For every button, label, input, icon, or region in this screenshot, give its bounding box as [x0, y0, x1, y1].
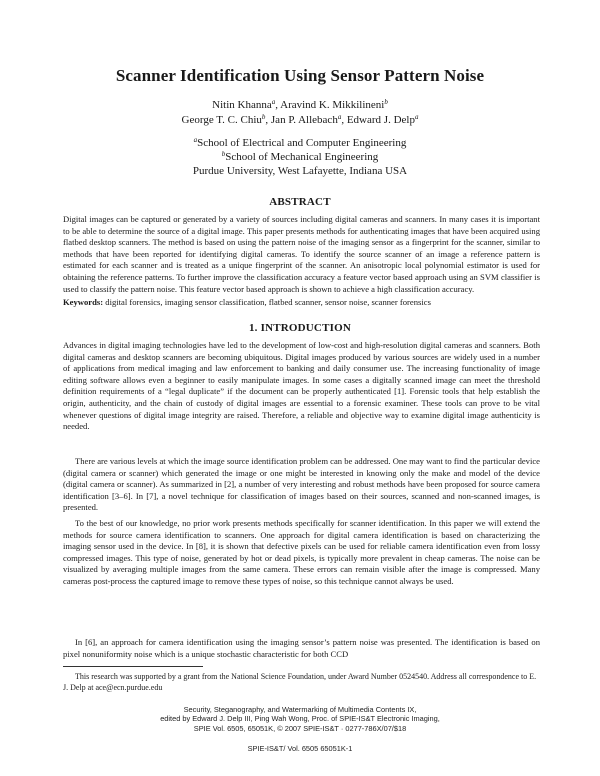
abstract-text: Digital images can be captured or generated by a variety of sources including digital cameras and scanners. In many cases it is important to be able to determine the source of a digital image. This paper presents methods for authenticating images that have been acquired using flatbed desktop scanners. The method is based on using the pattern noise of the imaging sensor as a fingerprint for the scanner, similar to methods that have been reported for identifying digital cameras. To identify the source scanner of an image a reference pattern is estimated for each scanner and is treated as a unique fingerprint of the scanner. An anisotropic local polynomial estimator is used for obtaining the reference patterns. To further improve the classification accuracy a feature vector based approach using an SVM classifier is used to classify the pattern noise. This feature vector based approach is shown to achieve a high classification accuracy.: [63, 214, 540, 294]
author-list: [0, 98, 600, 128]
author-line-1: Nitin Khanna$^a$, Aravind K. Mikkilineni$^b$: [212, 98, 388, 111]
footnote-text: This research was supported by a grant from the National Science Foundation, under Award Number 0524540. Address all correspondence to E. J. Delp at ace@ecn.purdue.edu: [63, 672, 537, 692]
keywords-text: digital forensics, imaging sensor classification, flatbed scanner, sensor noise, scanner forensics: [105, 297, 431, 307]
author-name: Aravind K. Mikkilineni: [280, 99, 385, 111]
affiliation-list: [0, 136, 600, 178]
author-name: Nitin Khanna: [212, 99, 272, 111]
keywords-label: Keywords:: [63, 297, 104, 307]
introduction-heading: 1. INTRODUCTION: [248, 322, 351, 334]
author-name: George T. C. Chiu: [181, 114, 262, 126]
affiliation: $^b$School of Mechanical Engineering: [221, 150, 379, 163]
author-name: Edward J. Delp: [346, 114, 415, 126]
author-affil-mark: b: [384, 98, 388, 106]
intro-paragraph-3: To the best of our knowledge, no prior work presents methods specifically for scanner identification. In this paper we will extend the methods for source camera identification to scanners. One approach for digital camera identification is based on characterizing the imaging sensor used in the device. In [8], it is shown that defective pixels can be used for reliable camera identification even from lossy compressed images. This type of noise, generated by hot or dead pixels, is typically more prevalent in cheap cameras. The noise can be visualized by averaging multiple images from the same camera. These errors can remain visible after the image is compressed. Many cameras post-process the captured image to remove these types of noise, so this technique cannot always be used.: [63, 518, 540, 586]
intro-paragraph-1: Advances in digital imaging technologies have led to the development of low-cost and high-resolution digital cameras and scanners. Both digital cameras and desktop scanners are becoming ubiquitous. Digital images produced by various sources are widely used in a number of applications from medical imaging and law enforcement to banking and daily consumer use. The increasing functionality of image editing software allows even a beginner to easily manipulate images. In some cases a digitally scanned image can meet the threshold definition requirements of a “legal duplicate” if the document can be properly authenticated [1]. Forensic tools that help establish the origin, authenticity, and the chain of custody of digital images are essential to a forensic examiner. These tools can prove to be vital whenever questions of digital image integrity are raised. Therefore, a reliable and objective way to examine digital image authenticity is needed.: [63, 340, 540, 432]
footnote-rule: [63, 666, 203, 667]
publication-info: [0, 705, 600, 733]
abstract-heading: ABSTRACT: [269, 196, 331, 208]
intro-paragraph-4: In [6], an approach for camera identification using the imaging sensor’s pattern noise was presented. The identification is based on pixel nonuniformity noise which is a unique stochastic characteristic for both CCD: [63, 637, 540, 659]
author-affil-mark: b: [261, 113, 266, 121]
affiliation: $^a$School of Electrical and Computer Engineering: [193, 136, 407, 149]
publication-line: SPIE Vol. 6505, 65051K, © 2007 SPIE-IS&T · 0277-786X/07/$18: [193, 723, 407, 733]
affiliation-mark: b: [221, 150, 226, 158]
publication-line: Security, Steganography, and Watermarking of Multimedia Contents IX,: [183, 705, 417, 714]
affiliation-mark: a: [193, 136, 198, 144]
page-identifier: SPIE-IS&T/ Vol. 6505 65051K-1: [247, 744, 353, 753]
intro-paragraph-2: There are various levels at which the image source identification problem can be addressed. One may want to find the particular device (digital camera or scanner) which generated the image or one might be interested in knowing only the make and model of the device (digital camera or scanner). As summarized in [2], a number of very interesting and robust methods have been proposed for source camera identification [3–6]. In [7], a novel technique for classification of images based on their sources, scanned and non-scanned images, is presented.: [63, 456, 540, 513]
publication-line: edited by Edward J. Delp III, Ping Wah Wong, Proc. of SPIE-IS&T Electronic Imaging,: [160, 714, 440, 724]
author-line-2: George T. C. Chiu$^b$, Jan P. Allebach$^a$, Edward J. Delp$^a$: [181, 113, 419, 126]
author-affil-mark: a: [271, 98, 276, 106]
affiliation: Purdue University, West Lafayette, Indiana USA: [192, 165, 408, 177]
author-affil-mark: a: [337, 113, 342, 121]
author-name: Jan P. Allebach: [270, 114, 338, 126]
author-affil-mark: a: [414, 113, 419, 121]
keywords-line: [63, 297, 540, 309]
paper-title: Scanner Identification Using Sensor Pattern Noise: [115, 66, 485, 85]
